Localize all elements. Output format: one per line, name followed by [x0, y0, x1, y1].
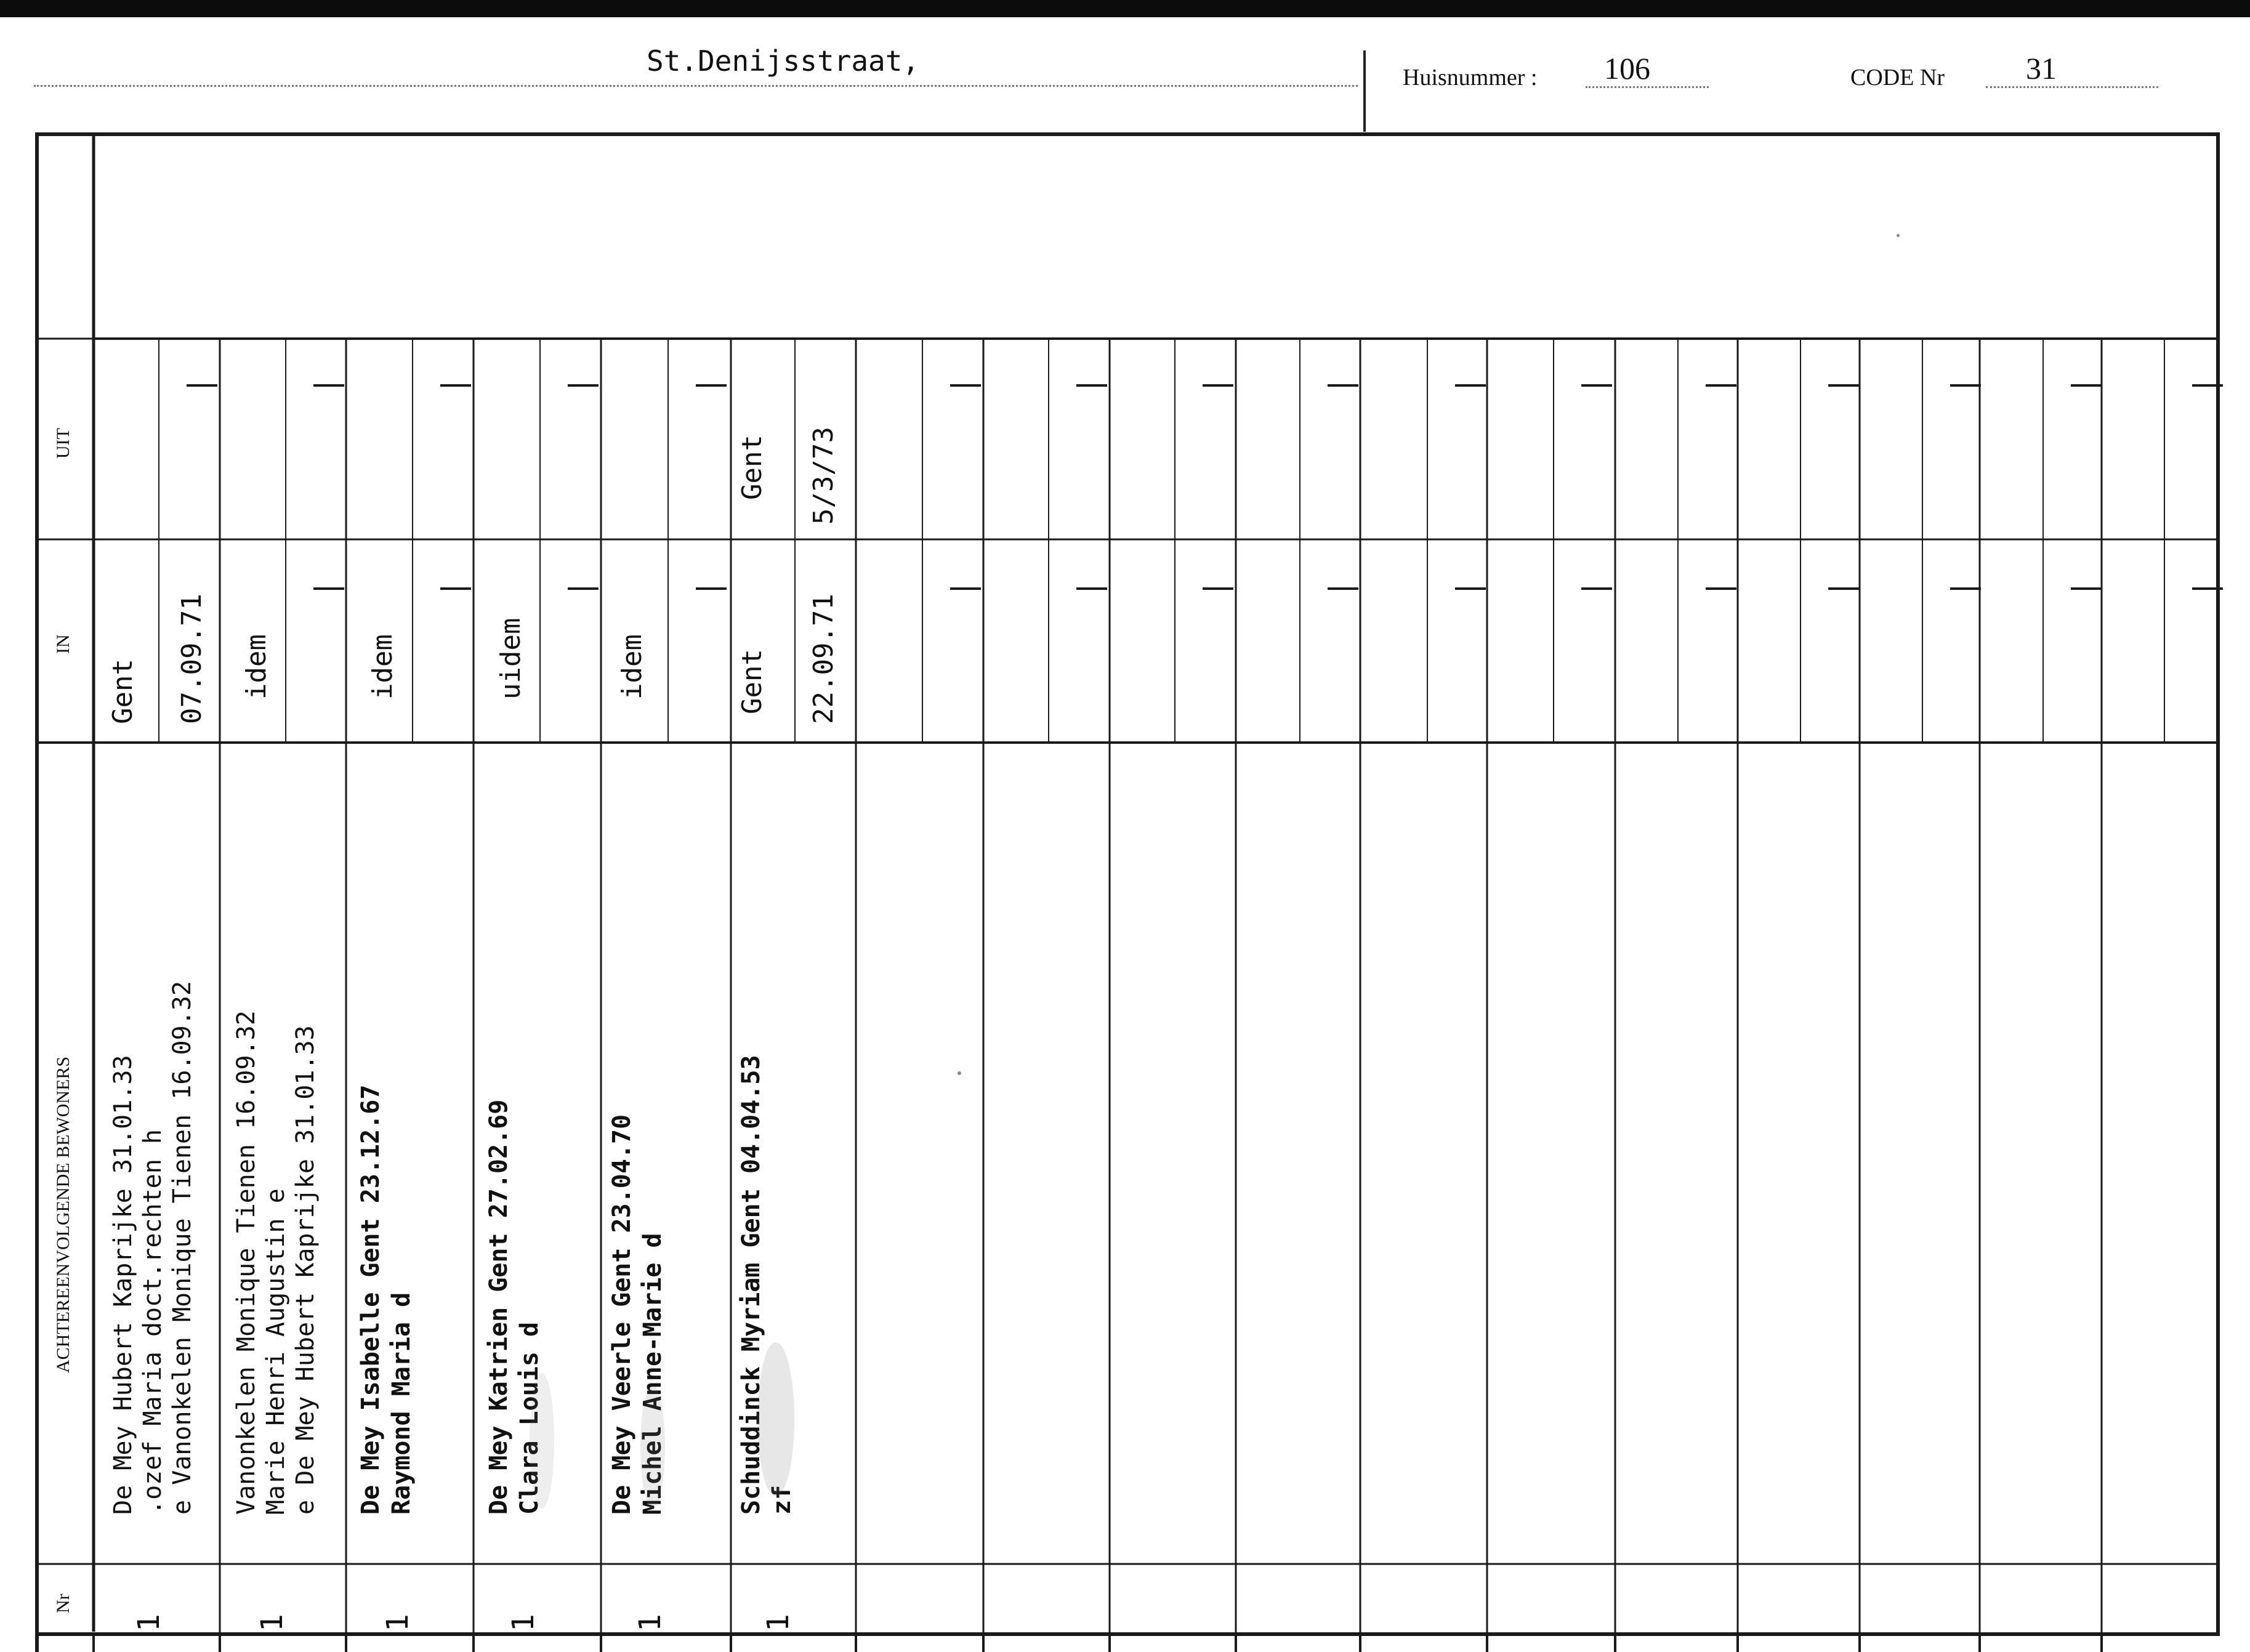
resident-line: Raymond Maria d	[387, 1292, 416, 1515]
code-label: CODE Nr	[1850, 65, 1945, 91]
resident-number: 1	[255, 1614, 289, 1632]
label-bewoners: ACHTEREENVOLGENDE BEWONERS	[53, 1056, 73, 1373]
house-number-value: 106	[1604, 51, 1650, 86]
in-place: idem	[241, 634, 272, 699]
house-number-label: Huisnummer :	[1403, 65, 1538, 91]
label-nr: Nr	[53, 1594, 73, 1613]
in-place: idem	[616, 634, 648, 699]
resident-line: De Mey Veerle Gent 23.04.70	[608, 1114, 636, 1515]
resident-line: .ozef Maria doct.rechten h	[139, 1129, 167, 1515]
resident-line: e De Mey Hubert Kaprijke 31.01.33	[291, 1025, 320, 1515]
code-value: 31	[2026, 51, 2057, 86]
resident-number: 1	[132, 1614, 166, 1632]
resident-line: De Mey Isabelle Gent 23.12.67	[357, 1084, 385, 1515]
label-in: IN	[53, 634, 73, 654]
in-place: Gent	[736, 649, 768, 714]
in-date: 22.09.71	[808, 594, 839, 724]
resident-line: e Vanonkelen Monique Tienen 16.09.32	[168, 981, 196, 1515]
resident-line: Marie Henri Augustin e	[262, 1188, 290, 1515]
in-date: 07.09.71	[176, 594, 208, 724]
resident-number: 1	[506, 1614, 541, 1632]
resident-line: Schuddinck Myriam Gent 04.04.53	[737, 1055, 765, 1515]
in-place: Gent	[107, 659, 139, 724]
scan-speck	[757, 1342, 794, 1496]
resident-number: 1	[633, 1614, 667, 1632]
resident-number: 1	[381, 1614, 415, 1632]
scan-speck	[958, 1071, 961, 1075]
resident-line: Clara Louis d	[515, 1321, 544, 1515]
resident-line: De Mey Katrien Gent 27.02.69	[485, 1099, 513, 1515]
uit-date: 5/3/73	[808, 427, 839, 525]
resident-line: zf	[768, 1485, 796, 1515]
resident-line: Vanonkelen Monique Tienen 16.09.32	[232, 1010, 260, 1515]
resident-line: De Mey Hubert Kaprijke 31.01.33	[109, 1055, 137, 1515]
scan-speck	[640, 1385, 665, 1509]
in-place: idem	[367, 634, 398, 699]
resident-line: Michel Anne-Marie d	[639, 1233, 667, 1515]
uit-place: Gent	[736, 435, 768, 500]
resident-number: 1	[761, 1614, 796, 1632]
scan-speck	[530, 1373, 554, 1509]
label-uit: UIT	[53, 428, 73, 459]
street-name: St.Denijsstraat,	[647, 44, 920, 78]
scan-speck	[1897, 234, 1900, 237]
in-place: uidem	[495, 618, 526, 699]
